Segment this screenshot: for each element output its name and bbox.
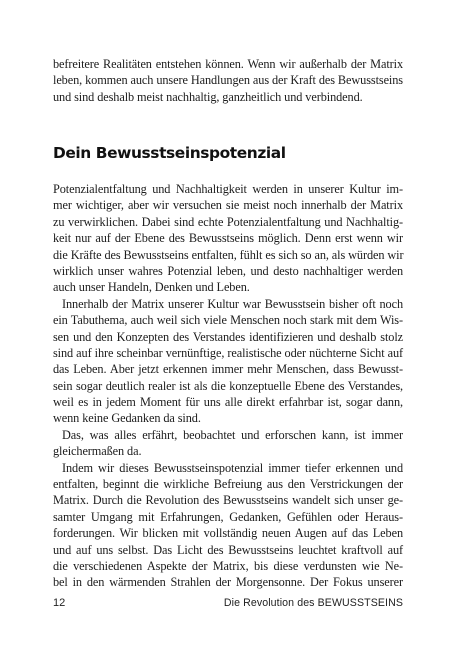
text-line: wirklich unser wahres Potenzial leben, und desto nachhaltiger werden [53,263,403,278]
text-line: wenn keine Gedanken da sind. [53,411,201,426]
text-line: Matrix. Durch die Revolution des Bewusstseins wandelt sich unser ge- [53,493,403,508]
section-heading: Dein Bewusstseinspotenzial [53,144,286,162]
text-line: Indem wir dieses Bewusstseinspotenzial immer tiefer erkennen und [62,460,403,475]
page-number: 12 [53,597,66,609]
text-line: bel in den wärmenden Strahlen der Morgensonne. Der Fokus unserer [53,575,403,590]
text-line: gleichermaßen da. [53,444,142,459]
text-line: leben, kommen auch unsere Handlungen aus der Kraft des Bewusstseins [53,73,403,88]
text-line: entfalten, beginnt die wirkliche Befreiung aus den Verstrickungen der [53,477,403,492]
text-line: sind auf ihre scheinbar vernünftige, realistische oder nüchterne Sicht auf [53,345,403,360]
text-line: mer wichtiger, aber wir versuchen sie meist noch innerhalb der Matrix [53,198,403,213]
text-line: die verschiedenen Aspekte der Matrix, bis diese verdunsten wie Ne- [53,558,403,573]
text-line: auch unser Handeln, Denken und Leben. [53,280,250,295]
text-line: sen und den Konzepten des Verstandes identifizieren und deshalb stolz [53,329,403,344]
text-line: Potenzialentfaltung und Nachhaltigkeit werden in unserer Kultur im- [53,182,403,196]
page-footer [53,597,403,613]
text-line: sein sogar deutlich realer ist als die konzeptuelle Ebene des Verstandes, [53,378,403,393]
text-line: Das, was alles erfährt, beobachtet und erforschen kann, ist immer [62,427,403,442]
text-line: weil es in jedem Moment für uns alle direkt erfahrbar ist, sogar dann, [53,395,403,410]
text-line: ein Tabuthema, auch weil sich viele Menschen noch stark mit dem Wis- [53,313,403,328]
text-line: und sind deshalb meist nachhaltig, ganzheitlich und verbindend. [53,89,363,104]
text-line: zu verwirklichen. Dabei sind echte Potenzialentfaltung und Nachhaltig- [53,214,403,229]
text-line: samter Umgang mit Erfahrungen, Gedanken, Gefühlen oder Heraus- [53,509,403,524]
text-line: forderungen. Wir blicken mit vollständig neuen Augen auf das Leben [53,526,403,541]
intro-paragraph [53,56,403,105]
text-line: und auf uns selbst. Das Licht des Bewusstseins leuchtet kraftvoll auf [53,542,403,557]
running-title: Die Revolution des BEWUSSTSEINS [223,597,403,609]
text-line: die Kräfte des Bewusstseins entfalten, fühlt es sich so an, als würden wir [53,247,404,262]
text-line: Innerhalb der Matrix unserer Kultur war Bewusstsein bisher oft noch [62,296,403,311]
text-line: das Leben. Aber jetzt erkennen immer mehr Menschen, dass Bewusst- [53,362,403,377]
text-line: keit nur auf der Ebene des Bewusstseins möglich. Denn erst wenn wir [53,231,403,246]
section-body [53,181,403,591]
text-line: befreitere Realitäten entstehen können. Wenn wir außerhalb der Matrix [53,57,403,71]
